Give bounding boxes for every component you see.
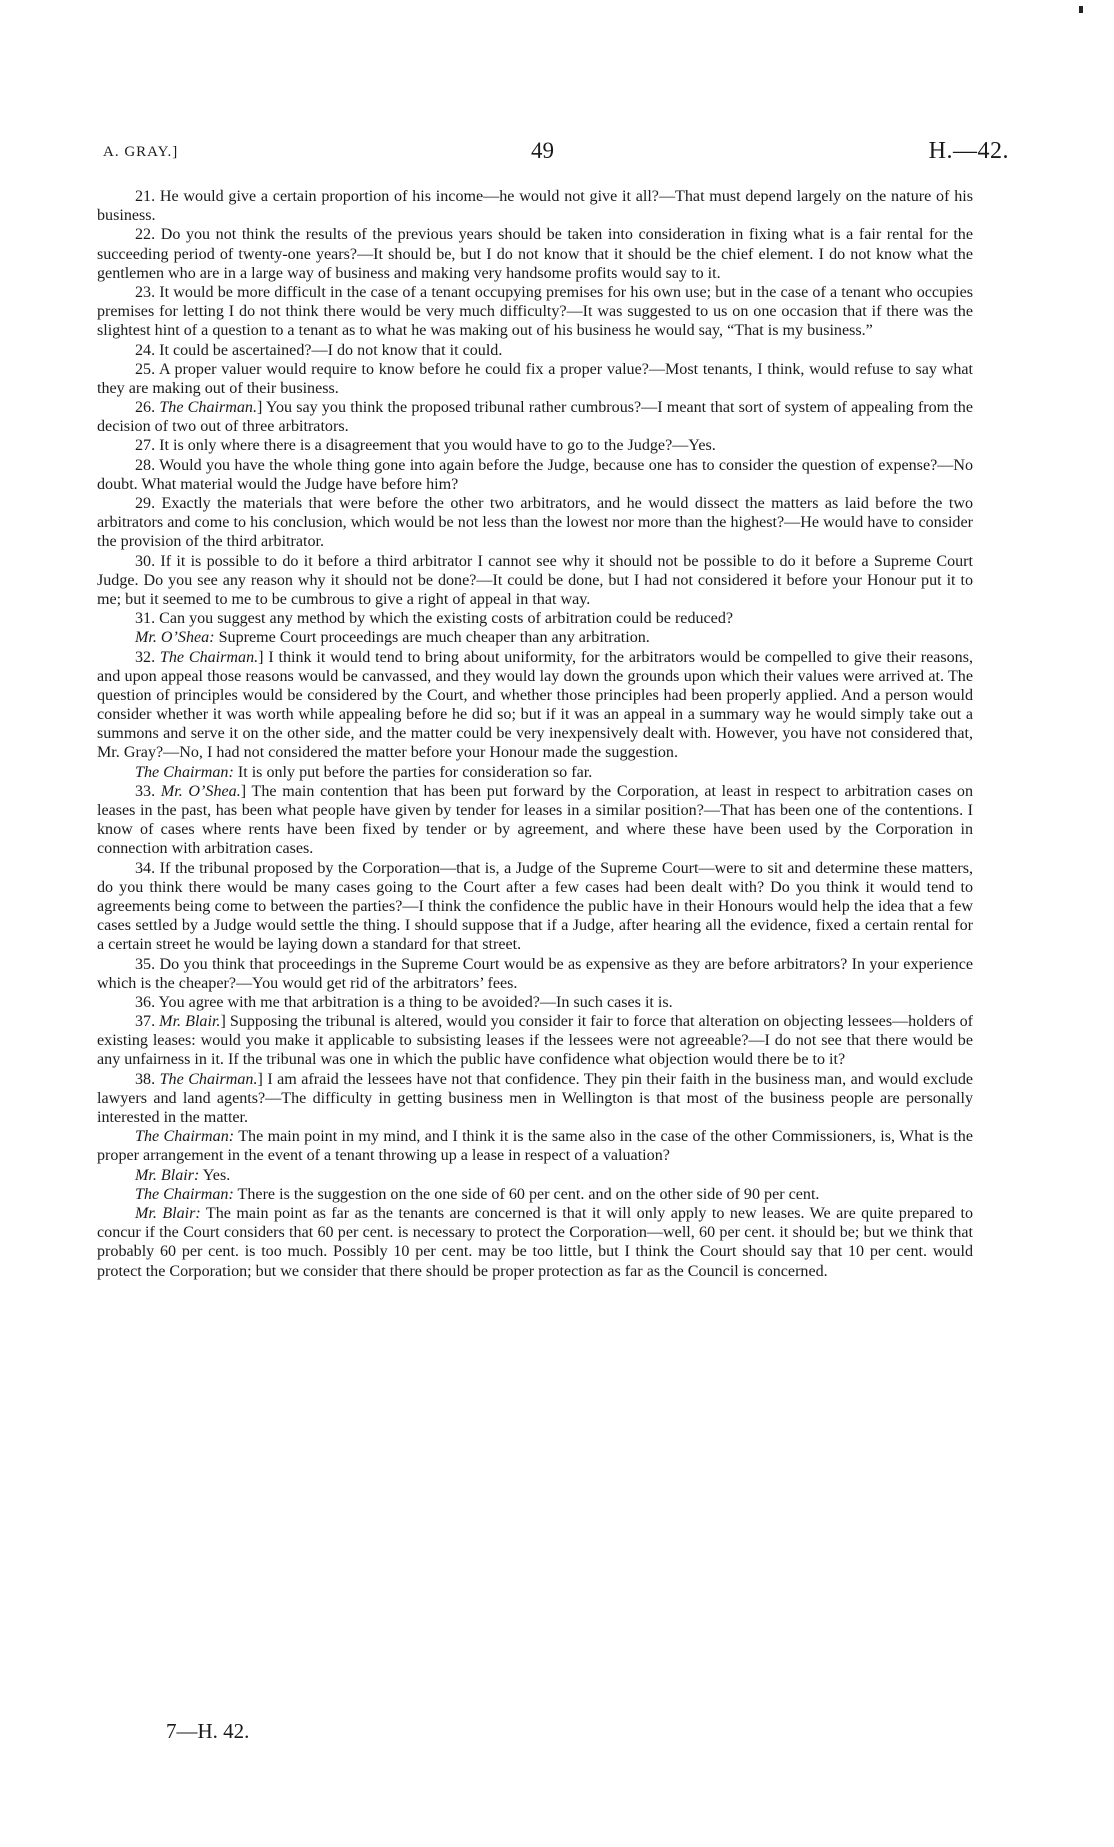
transcript-paragraph	[97, 360, 973, 398]
paragraph-text: ] You say you think the proposed tribunal rather cumbrous?—I meant that sort of system of appealing from the decision of two out of three arbitrators.	[97, 399, 973, 436]
paragraph-text: 33.	[135, 782, 161, 800]
transcript-paragraph	[97, 398, 973, 436]
paragraph-text: ] Supposing the tribunal is altered, would you consider it fair to force that alteration on objecting lessees—holders of existing leases: would you make it applicable to subsisting leases if the lessees were not agreeable?—I do not see that there would be any unfairness in it. If the tribunal was one in which the public have confidence what objection would there be to it?	[97, 1013, 973, 1069]
transcript-paragraph	[97, 494, 973, 552]
transcript-paragraph	[97, 1204, 973, 1281]
paragraph-text: 26.	[135, 399, 160, 417]
speaker-label: Mr. Blair:	[135, 1166, 200, 1184]
paragraph-text: The main point as far as the tenants are concerned is that it will only apply to new leases. We are quite prepared to concur if the Court considers that 60 per cent. is necessary to protect the Corporation—well, 60 per cent. it should be; but we think that probably 60 per cent. is too much. Possibly 10 per cent. may be too little, but I think the Court should say that 10 per cent. would protect the Corporation; but we consider that there should be proper protection as far as the Council is concerned.	[97, 1204, 974, 1280]
transcript-paragraph	[97, 609, 973, 628]
transcript-paragraph	[97, 955, 973, 993]
speaker-label: The Chairman:	[135, 1128, 235, 1146]
paragraph-text: 21. He would give a certain proportion of his income—he would not give it all?—That must depend largely on the nature of his business.	[97, 188, 973, 225]
transcript-paragraph	[97, 993, 973, 1012]
paragraph-text: 31. Can you suggest any method by which the existing costs of arbitration could be reduced?	[135, 610, 734, 628]
paragraph-text: 22. Do you not think the results of the previous years should be taken into consideration in fixing what is a fair rental for the succeeding period of twenty-one years?—It should be, but I do not know that it should be the chief element. I do not know what the gentlemen who are in a large way of business and making very handsome profits would say to it.	[97, 226, 973, 282]
paragraph-text: 32.	[135, 648, 160, 666]
transcript-paragraph	[97, 859, 973, 955]
transcript-paragraph	[97, 1012, 973, 1070]
paragraph-text: 30. If it is possible to do it before a third arbitrator I cannot see why it should not be possible to do it before a Supreme Court Judge. Do you see any reason why it should not be done?—It could be done, but I had not considered it before your Honour put it to me; but it seemed to me to be cumbrous to give a right of appeal in that way.	[97, 552, 973, 608]
speaker-label: Mr. O’Shea:	[135, 629, 215, 647]
transcript-paragraph	[97, 628, 973, 647]
speaker-label: Mr. Blair.	[159, 1013, 221, 1031]
transcript-paragraph	[97, 187, 973, 225]
transcript-paragraph	[97, 341, 973, 360]
paragraph-text: The main point in my mind, and I think it is the same also in the case of the other Commissioners, is, What is the proper arrangement in the event of a tenant throwing up a lease in respect of a valuation?	[97, 1128, 973, 1165]
page-number: 49	[531, 138, 554, 163]
transcript-paragraph	[97, 1166, 973, 1185]
transcript-paragraph	[97, 456, 973, 494]
transcript-paragraph	[97, 648, 973, 763]
paragraph-text: 25. A proper valuer would require to know before he could fix a proper value?—Most tenants, I think, would refuse to say what they are making out of their business.	[97, 360, 973, 397]
paragraph-text: It is only put before the parties for consideration so far.	[233, 763, 593, 781]
page-header	[103, 138, 1009, 172]
paragraph-text: ] I am afraid the lessees have not that confidence. They pin their faith in the business man, and would exclude lawyers and land agents?—The difficulty in getting business men in Wellington is that most of the business people are personally interested in the matter.	[97, 1070, 974, 1126]
paragraph-text: 34. If the tribunal proposed by the Corporation—that is, a Judge of the Supreme Court—were to sit and determine these matters, do you think there would be many cases going to the Court after a few cases had been dealt with? Do you think it would tend to agreements being come to between the parties?—I think the confidence the public have in their Honours would help the idea that a few cases settled by a Judge would settle the thing. I should suppose that if a Judge, after hearing all the evidence, fixed a certain rental for a certain street he would be laying down a standard for that street.	[97, 859, 973, 954]
speaker-label: The Chairman.	[159, 1070, 258, 1088]
transcript-paragraph	[97, 552, 973, 610]
transcript-paragraph	[97, 225, 973, 283]
transcript-paragraph	[97, 1185, 973, 1204]
transcript-paragraph	[97, 1127, 973, 1165]
paragraph-text: Supreme Court proceedings are much cheaper than any arbitration.	[214, 629, 650, 647]
paragraph-text: 24. It could be ascertained?—I do not know that it could.	[135, 341, 503, 359]
speaker-label: Mr. Blair:	[135, 1204, 201, 1222]
document-reference: H.—42.	[928, 138, 1009, 164]
transcript-paragraph	[97, 782, 973, 859]
paragraph-text: There is the suggestion on the one side of 60 per cent. and on the other side of 90 per cent.	[233, 1185, 820, 1203]
transcript-paragraph	[97, 1070, 973, 1128]
speaker-label: The Chairman.	[159, 399, 257, 417]
paragraph-text: 23. It would be more difficult in the case of a tenant occupying premises for his own use; but in the case of a tenant who occupies premises for letting I do not think there would be very much difficulty?—It was suggested to us on one occasion that if there was the slightest hint of a question to a tenant as to what he was making out of his business he would say, “That is my business.”	[97, 283, 973, 340]
paragraph-text: Yes.	[199, 1166, 231, 1184]
paragraph-text: ] I think it would tend to bring about uniformity, for the arbitrators would be compelled to give their reasons, and upon appeal those reasons would be canvassed, and they would lay down the grounds upon which their values were arrived at. The question of principles would be considered by the Court, and whether those principles had been properly applied. And a person would consider whether it was worth while appealing before he did so; but if it was an appeal in a summary way he would simply take out a summons and serve it on the other side, and the matter could be very inexpensively dealt with. However, you have not considered that, Mr. Gray?—No, I had not considered the matter before your Honour made the suggestion.	[97, 648, 974, 762]
transcript-paragraph	[97, 436, 973, 455]
speaker-label: The Chairman.	[159, 648, 259, 666]
speaker-label: The Chairman:	[135, 1185, 234, 1203]
paragraph-text: 27. It is only where there is a disagreement that you would have to go to the Judge?—Yes.	[135, 437, 716, 455]
paragraph-text: 35. Do you think that proceedings in the Supreme Court would be as expensive as they are before arbitrators? In your experience which is the cheaper?—You would get rid of the arbitrators’ fees.	[97, 955, 973, 992]
paragraph-text: 29. Exactly the materials that were before the other two arbitrators, and he would dissect the matters as laid before the two arbitrators and come to his conclusion, which would be not less than the lowest nor more than the highest?—He would have to consider the provision of the third arbitrator.	[97, 495, 973, 551]
paragraph-text: 28. Would you have the whole thing gone into again before the Judge, because one has to consider the question of expense?—No doubt. What material would the Judge have before him?	[97, 456, 973, 493]
speaker-label: Mr. O’Shea.	[160, 782, 241, 800]
body-text	[97, 187, 973, 1281]
paragraph-text: 37.	[135, 1013, 160, 1031]
paragraph-text: 36. You agree with me that arbitration is a thing to be avoided?—In such cases it is.	[135, 993, 673, 1011]
transcript-paragraph	[97, 283, 973, 341]
signature-mark: 7—H. 42.	[166, 1719, 250, 1743]
paragraph-text: ] The main contention that has been put forward by the Corporation, at least in respect to arbitration cases on leases in the past, has been what people have given by tender for leases in a similar position?—That has been one of the contentions. I know of cases where rents have been fixed by tender or by agreement, and where these have been used by the Corporation in connection with arbitration cases.	[97, 782, 974, 858]
paragraph-text: 38.	[135, 1070, 160, 1088]
scan-mark	[1079, 6, 1083, 13]
transcript-paragraph	[97, 763, 973, 782]
witness-name: A. GRAY.]	[103, 144, 179, 160]
speaker-label: The Chairman:	[135, 763, 234, 781]
